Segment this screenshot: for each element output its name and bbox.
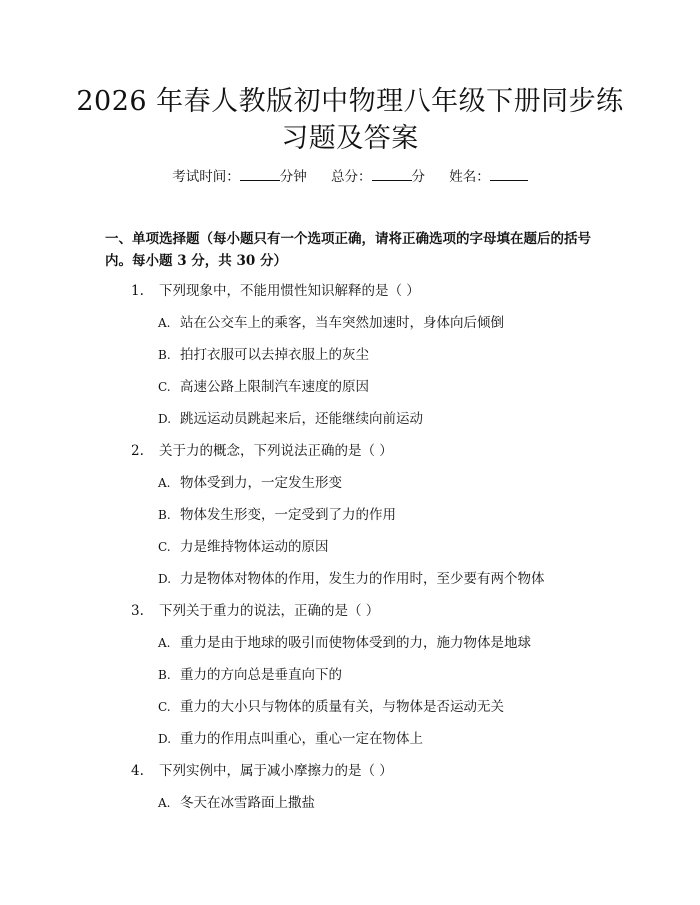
option-letter: A.: [158, 316, 171, 330]
exam-info: [0, 166, 700, 188]
option-letter: C.: [158, 540, 171, 554]
exam-score-label: 总分：: [331, 169, 372, 185]
option-text: 跳远运动员跳起来后，还能继续向前运动: [180, 411, 423, 427]
exam-name-label: 姓名：: [449, 169, 490, 185]
q2-option-c: [158, 536, 329, 558]
exam-score-unit: 分: [411, 169, 425, 185]
option-text: 站在公交车上的乘客，当车突然加速时，身体向后倾倒: [180, 315, 504, 331]
option-letter: B.: [158, 668, 171, 682]
option-text: 冬天在冰雪路面上撒盐: [180, 795, 315, 811]
option-letter: D.: [158, 732, 172, 746]
question-number: 4.: [131, 763, 144, 779]
q1-option-a: [158, 312, 504, 334]
option-letter: D.: [158, 412, 172, 426]
option-text: 力是维持物体运动的原因: [180, 539, 329, 555]
exam-name-blank: [490, 167, 528, 181]
question-2: [131, 440, 393, 462]
option-text: 重力的方向总是垂直向下的: [180, 667, 342, 683]
option-letter: A.: [158, 636, 171, 650]
q4-option-a: [158, 792, 315, 814]
q1-option-d: [158, 408, 423, 430]
exam-time-label: 考试时间：: [172, 169, 240, 185]
q3-option-b: [158, 664, 342, 686]
exam-score-blank: [372, 167, 412, 181]
q3-option-c: [158, 696, 504, 718]
q2-option-a: [158, 472, 342, 494]
option-letter: C.: [158, 380, 171, 394]
option-letter: D.: [158, 572, 172, 586]
question-1: [131, 280, 420, 302]
option-text: 力是物体对物体的作用，发生力的作用时，至少要有两个物体: [180, 571, 545, 587]
document-title-line2: 习题及答案: [281, 123, 419, 154]
option-text: 拍打衣服可以去掉衣服上的灰尘: [180, 347, 369, 363]
question-3: [131, 600, 379, 622]
q3-option-a: [158, 632, 531, 654]
document-title-line1: 2026 年春人教版初中物理八年级下册同步练: [76, 86, 624, 117]
question-number: 3.: [131, 603, 144, 619]
option-text: 物体发生形变，一定受到了力的作用: [180, 507, 396, 523]
q1-option-b: [158, 344, 369, 366]
option-text: 重力的作用点叫重心，重心一定在物体上: [180, 731, 423, 747]
option-text: 重力是由于地球的吸引而使物体受到的力，施力物体是地球: [180, 635, 531, 651]
question-4: [131, 760, 393, 782]
option-text: 高速公路上限制汽车速度的原因: [180, 379, 369, 395]
q2-option-d: [158, 568, 545, 590]
q1-option-c: [158, 376, 369, 398]
exam-time-blank: [240, 167, 280, 181]
option-text: 物体受到力，一定发生形变: [180, 475, 342, 491]
exam-time-unit: 分钟: [279, 169, 307, 185]
question-number: 1.: [131, 283, 144, 299]
question-stem: 下列现象中，不能用惯性知识解释的是（ ）: [159, 283, 420, 299]
option-letter: A.: [158, 476, 171, 490]
question-stem: 关于力的概念，下列说法正确的是（ ）: [159, 443, 393, 459]
question-number: 2.: [131, 443, 144, 459]
option-text: 重力的大小只与物体的质量有关，与物体是否运动无关: [180, 699, 504, 715]
option-letter: B.: [158, 348, 171, 362]
option-letter: A.: [158, 796, 171, 810]
option-letter: B.: [158, 508, 171, 522]
exam-score: [331, 166, 425, 188]
q2-option-b: [158, 504, 396, 526]
q3-option-d: [158, 728, 423, 750]
question-stem: 下列关于重力的说法，正确的是（ ）: [159, 603, 380, 619]
section-heading: 一、单项选择题（每小题只有一个选项正确，请将正确选项的字母填在题后的括号内。每小题 3 分，共 30 分）: [105, 231, 591, 269]
exam-time: [172, 166, 307, 188]
option-letter: C.: [158, 700, 171, 714]
exam-name: [449, 166, 528, 188]
question-stem: 下列实例中，属于减小摩擦力的是（ ）: [159, 763, 393, 779]
